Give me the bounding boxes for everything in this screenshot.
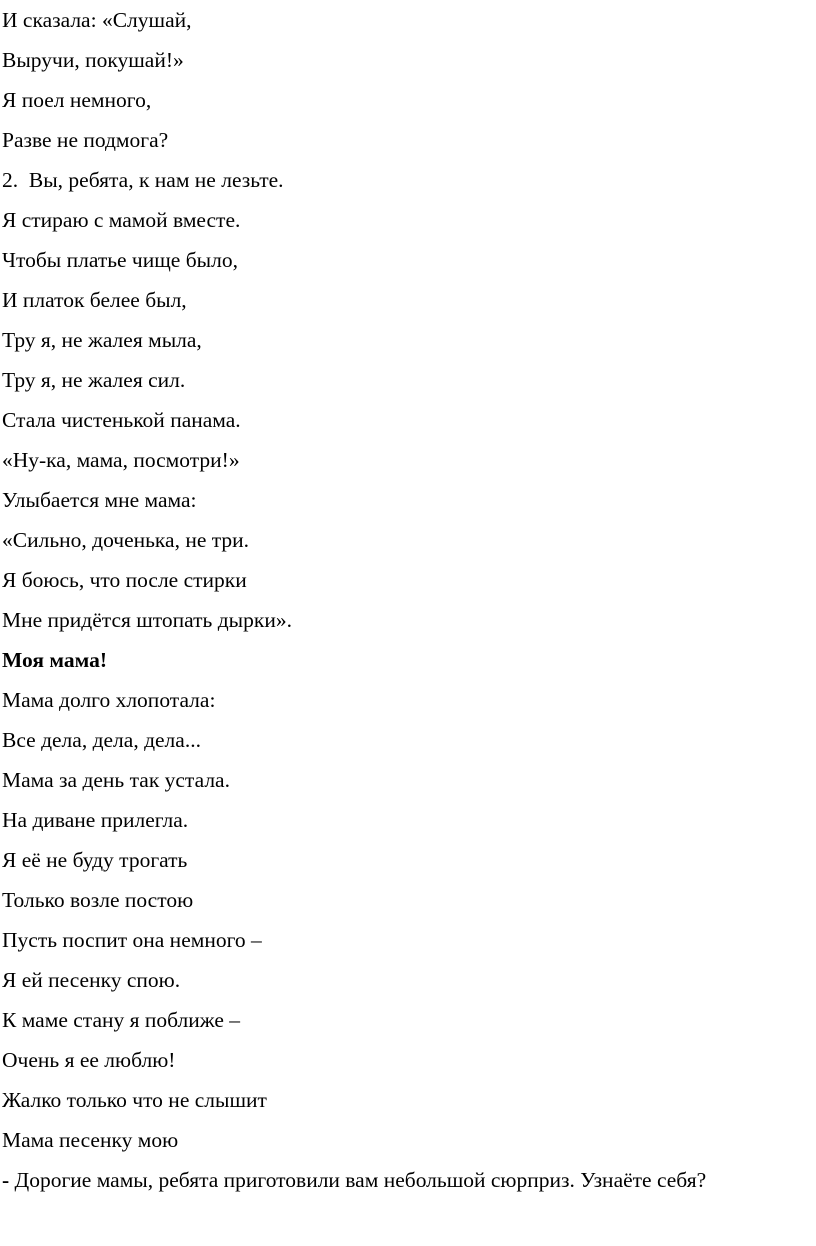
poem-line: Я её не буду трогать [2,848,188,872]
text-line: Я боюсь, что после стирки [2,568,247,592]
text-line: Тру я, не жалея сил. [2,368,186,392]
text-line: Чтобы платье чище было, [2,248,238,272]
section-heading: Моя мама! [2,648,108,672]
text-line: Мне придётся штопать дырки». [2,608,292,632]
poem-line: Мама долго хлопотала: [2,688,216,712]
poem-line: Все дела, дела, дела... [2,728,201,752]
text-line: Я стираю с мамой вместе. [2,208,241,232]
text-line: Улыбается мне мама: [2,488,197,512]
text-line: И платок белее был, [2,288,187,312]
text-line: Разве не подмога? [2,128,169,152]
poem-line: Очень я ее люблю! [2,1048,176,1072]
poem-line: Только возле постою [2,888,194,912]
poem-line: Я ей песенку спою. [2,968,181,992]
text-line: Тру я, не жалея мыла, [2,328,202,352]
closing-dash: - [2,1168,10,1192]
text-line: Стала чистенькой панама. [2,408,241,432]
poem-line: Жалко только что не слышит [2,1088,267,1112]
document-page [2,0,814,1200]
poem-line: На диване прилегла. [2,808,189,832]
poem-line: К маме стану я поближе – [2,1008,241,1032]
text-line: Я поел немного, [2,88,152,112]
text-line: «Сильно, доченька, не три. [2,528,250,552]
text-line: «Ну-ка, мама, посмотри!» [2,448,240,472]
text-line: Выручи, покушай!» [2,48,184,72]
closing-line [2,1160,814,1200]
poem-line: Пусть поспит она немного – [2,928,262,952]
text-line: 2. Вы, ребята, к нам не лезьте. [2,168,284,192]
closing-text: Дорогие мамы, ребята приготовили вам небольшой сюрприз. Узнаёте себя? [9,1168,707,1192]
text-line: И сказала: «Слушай, [2,8,192,32]
poem-line: Мама за день так устала. [2,768,230,792]
poem-line: Мама песенку мою [2,1128,179,1152]
